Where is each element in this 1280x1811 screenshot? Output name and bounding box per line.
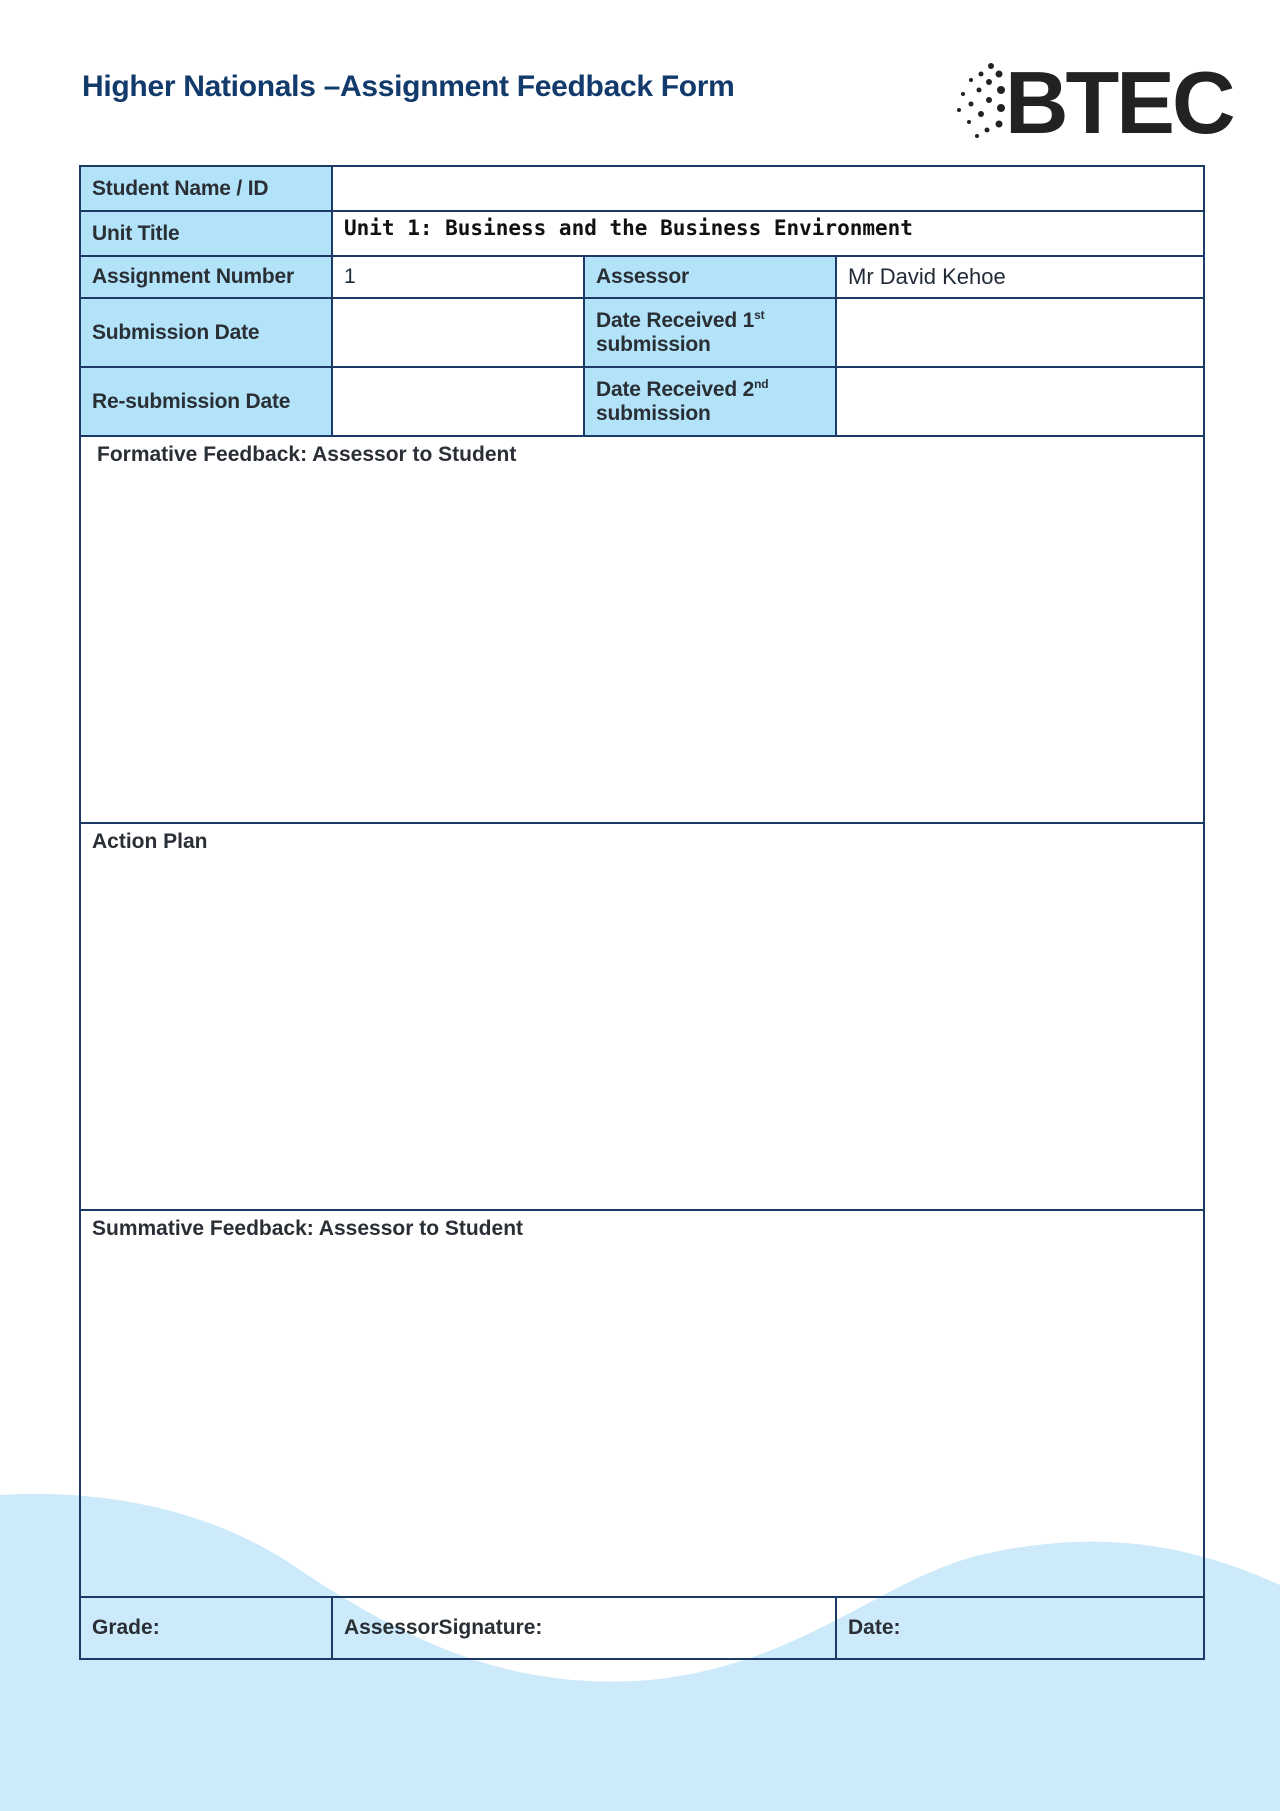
logo-text: BTEC: [1005, 53, 1233, 152]
date-received-2-sup: nd: [754, 376, 769, 391]
date-received-2-label: [584, 367, 836, 436]
unit-title-field[interactable]: Unit 1: Business and the Business Environment: [332, 211, 1204, 256]
page-title: Higher Nationals –Assignment Feedback Form: [82, 70, 735, 103]
student-name-field[interactable]: [332, 166, 1204, 211]
row-assignment-number: [80, 256, 1204, 298]
date-received-1-suffix: submission: [596, 332, 711, 356]
assignment-number-label: Assignment Number: [80, 256, 332, 298]
date-received-1-sup: st: [754, 307, 765, 322]
assessor-field[interactable]: Mr David Kehoe: [836, 256, 1204, 298]
row-resubmission-date: [80, 367, 1204, 436]
row-unit-title: [80, 211, 1204, 256]
feedback-form-table: [79, 165, 1205, 1660]
action-plan-label: Action Plan: [92, 830, 208, 853]
date-received-1-text: Date Received 1: [596, 308, 755, 332]
assignment-number-field[interactable]: 1: [332, 256, 584, 298]
summative-feedback-label: Summative Feedback: Assessor to Student: [92, 1217, 524, 1240]
assessor-signature-label: AssessorSignature:: [344, 1616, 543, 1639]
date-received-1-label: [584, 298, 836, 367]
summative-feedback-area[interactable]: [80, 1210, 1204, 1597]
formative-feedback-label: Formative Feedback: Assessor to Student: [97, 443, 517, 466]
date-received-2-suffix: submission: [596, 401, 711, 425]
student-name-label: Student Name / ID: [80, 166, 332, 211]
dots-icon: [955, 62, 1007, 142]
grade-field[interactable]: [80, 1597, 332, 1659]
resubmission-date-field[interactable]: [332, 367, 584, 436]
row-signoff: [80, 1597, 1204, 1659]
row-action-plan: [80, 823, 1204, 1210]
grade-label: Grade:: [92, 1616, 160, 1639]
action-plan-area[interactable]: [80, 823, 1204, 1210]
formative-feedback-area[interactable]: [80, 436, 1204, 823]
resubmission-date-label: Re-submission Date: [80, 367, 332, 436]
date-received-1-field[interactable]: [836, 298, 1204, 367]
date-received-2-text: Date Received 2: [596, 377, 755, 401]
assessor-label: Assessor: [584, 256, 836, 298]
unit-title-label: Unit Title: [80, 211, 332, 256]
btec-logo: [955, 53, 1233, 152]
row-summative-feedback: [80, 1210, 1204, 1597]
date-received-2-field[interactable]: [836, 367, 1204, 436]
submission-date-field[interactable]: [332, 298, 584, 367]
row-student-name: [80, 166, 1204, 211]
row-formative-feedback: [80, 436, 1204, 823]
submission-date-label: Submission Date: [80, 298, 332, 367]
date-field[interactable]: [836, 1597, 1204, 1659]
assessor-signature-field[interactable]: [332, 1597, 836, 1659]
row-submission-date: [80, 298, 1204, 367]
date-label: Date:: [848, 1616, 901, 1639]
